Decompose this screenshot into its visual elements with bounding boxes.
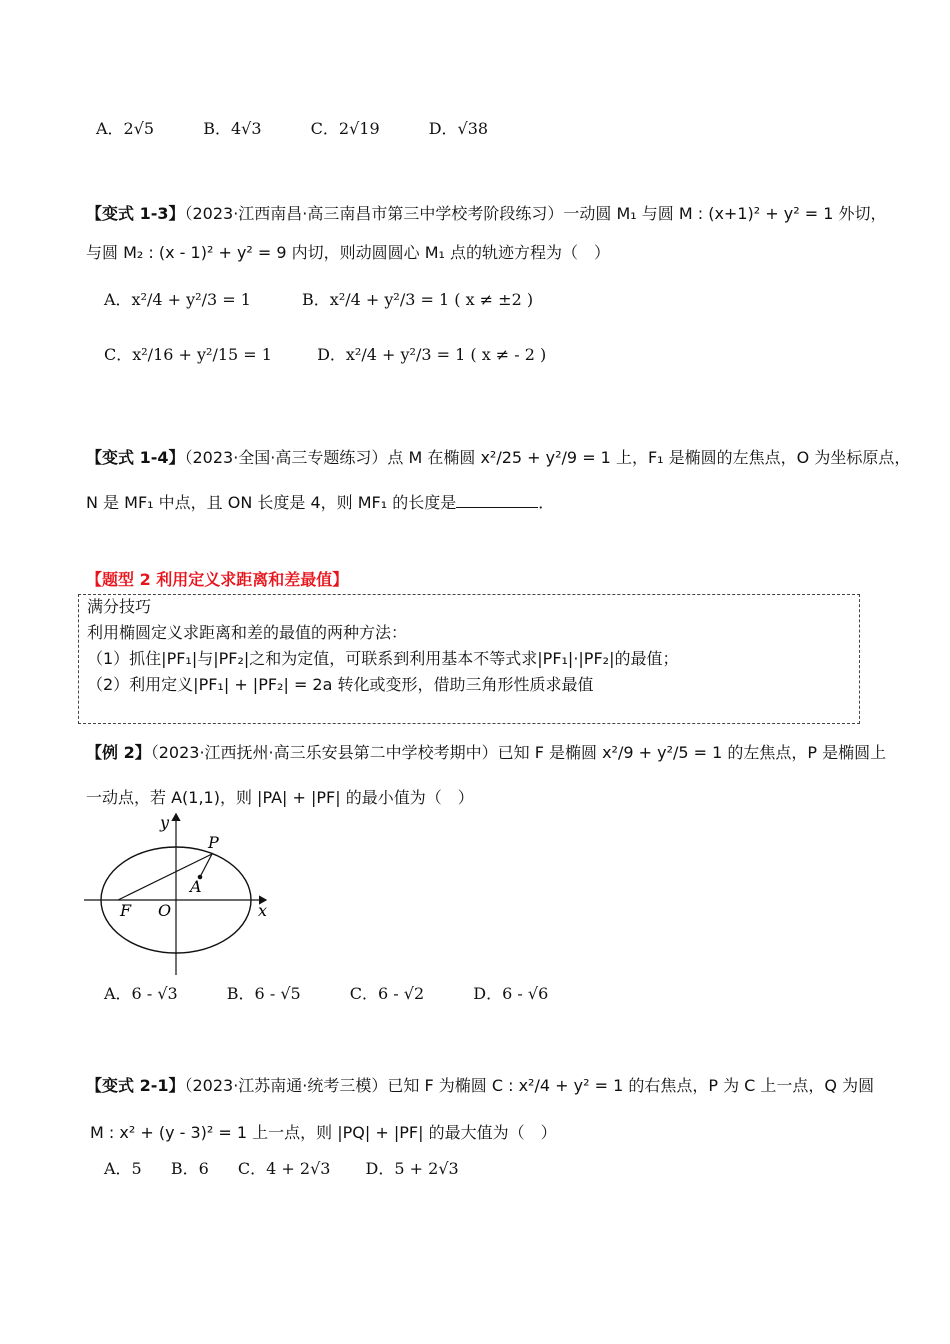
ex2-option-a: A．6 - √3 (104, 984, 178, 1003)
tips-method-1: （1）抓住|PF₁|与|PF₂|之和为定值，可联系到利用基本不等式求|PF₁|·|PF₂|的最值； (87, 649, 679, 668)
prev-option-c: C．2√19 (310, 119, 380, 138)
prev-options-row (96, 117, 534, 141)
ex2-line1 (86, 741, 886, 765)
v21-option-b: B．6 (170, 1159, 209, 1178)
ex2-tag: 【例 2】 (86, 743, 151, 762)
v13-tag: 【变式 1-3】 (86, 204, 185, 223)
section2-title: 【题型 2 利用定义求距离和差最值】 (86, 570, 349, 589)
v14-text1: （2023·全国·高三专题练习）点 M 在椭圆 x²/25 + y²/9 = 1 上，F₁ 是椭圆的左焦点，O 为坐标原点， (184, 448, 911, 467)
v14-tag: 【变式 1-4】 (86, 448, 185, 467)
v13-option-a: A．x²/4 + y²/3 = 1 (104, 290, 251, 309)
ex2-options-row (104, 982, 594, 1006)
answer-blank[interactable] (456, 491, 538, 508)
v13-option-d: D．x²/4 + y²/3 = 1 ( x ≠ - 2 ) (317, 345, 547, 364)
v13-line2: 与圆 M₂ : (x - 1)² + y² = 9 内切，则动圆圆心 M₁ 点的轨迹方程为（ ） (86, 243, 611, 262)
v21-option-d: D．5 + 2√3 (365, 1159, 459, 1178)
v13-option-b: B．x²/4 + y²/3 = 1 ( x ≠ ±2 ) (302, 290, 534, 309)
origin-label: O (158, 901, 172, 920)
v21-options-row (104, 1157, 505, 1181)
ex2-option-b: B．6 - √5 (226, 984, 301, 1003)
ex2-option-d: D．6 - √6 (473, 984, 549, 1003)
ellipse-figure (84, 810, 284, 980)
tips-intro: 利用椭圆定义求距离和差的最值的两种方法： (87, 623, 408, 642)
prev-option-d: D．√38 (428, 119, 489, 138)
ex2-line2: 一动点，若 A(1,1)，则 |PA| + |PF| 的最小值为（ ） (86, 788, 474, 807)
v13-options-row1 (104, 288, 579, 312)
v13-options-row2 (104, 343, 592, 367)
prev-option-a: A．2√5 (96, 119, 155, 138)
point-a-label: A (190, 877, 202, 896)
tips-method-2: （2）利用定义|PF₁| + |PF₂| = 2a 转化或变形，借助三角形性质求最值 (87, 675, 594, 694)
tips-heading: 满分技巧 (87, 597, 152, 616)
point-p-label: P (208, 833, 219, 852)
v21-option-c: C．4 + 2√3 (237, 1159, 331, 1178)
v21-option-a: A．5 (104, 1159, 142, 1178)
ex2-option-c: C．6 - √2 (349, 984, 425, 1003)
v13-text1: （2023·江西南昌·高三南昌市第三中学校考阶段练习）一动圆 M₁ 与圆 M : (x+1)² + y² = 1 外切， (184, 204, 887, 223)
v13-option-c: C．x²/16 + y²/15 = 1 (104, 345, 272, 364)
v13-line1 (86, 202, 886, 226)
v21-line1 (86, 1074, 874, 1098)
point-f-label: F (120, 901, 132, 920)
ex2-text1: （2023·江西抚州·高三乐安县第二中学校考期中）已知 F 是椭圆 x²/9 + y²/5 = 1 的左焦点，P 是椭圆上 (150, 743, 887, 762)
v21-line2: M : x² + (y - 3)² = 1 上一点，则 |PQ| + |PF| 的最大值为（ ） (90, 1123, 557, 1142)
tips-box (78, 594, 860, 724)
v21-tag: 【变式 2-1】 (86, 1076, 185, 1095)
v14-text2: N 是 MF₁ 中点，且 ON 长度是 4，则 MF₁ 的长度是 (86, 493, 457, 512)
v14-line1 (86, 446, 910, 470)
prev-option-b: B．4√3 (203, 119, 262, 138)
x-axis-label: x (258, 901, 268, 920)
v14-line2: N 是 MF₁ 中点，且 ON 长度是 4，则 MF₁ 的长度是 ． (86, 493, 555, 512)
v21-text1: （2023·江苏南通·统考三模）已知 F 为椭圆 C : x²/4 + y² = 1 的右焦点，P 为 C 上一点，Q 为圆 (184, 1076, 875, 1095)
y-axis-label: y (160, 813, 170, 832)
